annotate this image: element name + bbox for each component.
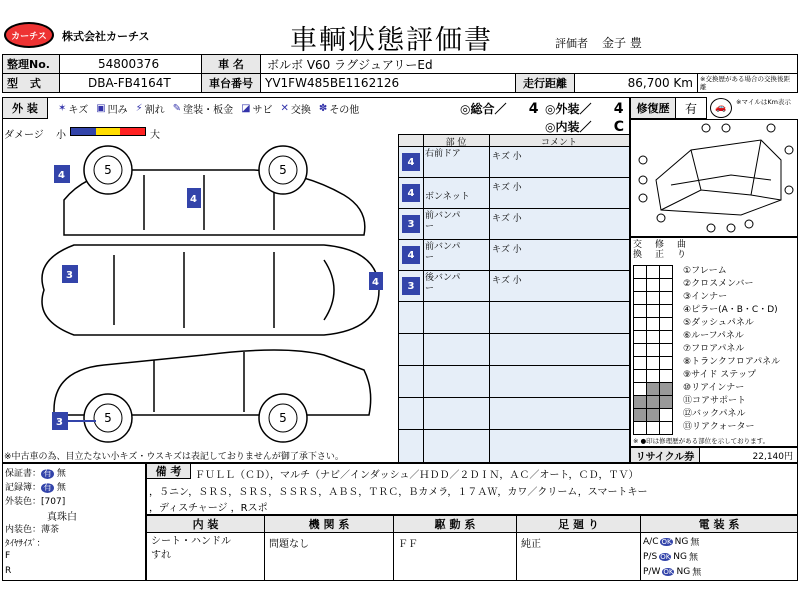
warranty-row: 保証書： 有 無: [5, 469, 66, 479]
chassis-value: YV1FW485BE1162126: [260, 73, 516, 93]
frame-grid-cell: [633, 278, 647, 292]
comment-table: [398, 134, 630, 463]
interior-header: 内 装: [146, 515, 265, 533]
frame-grid-cell: [659, 356, 673, 370]
table-header-part: 部 位: [445, 137, 467, 148]
frame-grid-cell: [633, 421, 647, 435]
row-1-part: 右前ドア: [425, 149, 461, 159]
remarks-label: 備 考: [147, 464, 191, 479]
row-3-part: 前バンパー: [425, 211, 461, 232]
legend-scratch: キズ: [68, 105, 89, 116]
frame-grid-cell: [633, 317, 647, 331]
suspension-value: 純正: [516, 532, 641, 581]
frame-grid-cell: [633, 356, 647, 370]
frame-item: ⑤ダッシュパネル: [683, 318, 754, 328]
frame-item: ⑩リアインナー: [683, 383, 745, 393]
car-name-value: ボルボ V60 ラグジュアリーEd: [260, 54, 798, 74]
row-2-comment: キズ 小: [492, 183, 522, 193]
repair-mile-note: ※マイルはKm表示: [736, 98, 791, 106]
row-4-comment: キズ 小: [492, 245, 522, 255]
exterior-label: 外 装: [2, 97, 48, 119]
tire-front: F: [5, 551, 11, 561]
frame-item: ①フレーム: [683, 266, 727, 276]
frame-item: ⑪コアサポート: [683, 396, 747, 406]
frame-grid-cell: [633, 265, 647, 279]
recycle-value: 22,140円: [699, 447, 798, 463]
wheel-label-1: 5: [104, 163, 112, 177]
legend-paint: 塗装・板金: [183, 105, 234, 116]
frame-grid-cell: [646, 421, 660, 435]
tire-rear: R: [5, 566, 12, 576]
remarks-line-1: ＦＵＬＬ（ＣＤ），マルチ（ナビ／インダッシュ／ＨＤＤ／２ＤＩＮ，ＡＣ／オート，ＣＤ，ＴＶ）: [195, 470, 639, 481]
remarks-box: [146, 463, 798, 515]
row-5-part: 後バンパー: [425, 273, 461, 294]
mileage-note: ※交換歴がある場合の交換後距離: [697, 73, 798, 93]
frame-grid: [633, 265, 684, 434]
ps-row: P/S OK NG 無: [643, 551, 699, 563]
row-5-mark: 3: [402, 277, 420, 295]
table-header-comment: コメント: [540, 137, 577, 148]
frame-note: ※ ●印は修理歴がある部位を示しております。: [633, 437, 770, 445]
reg-no-label: 整理No.: [2, 54, 60, 74]
ac-row: A/C OK NG 無: [643, 536, 700, 548]
tire-size-label: ﾀｲﾔｻｲｽﾞ：: [5, 539, 46, 549]
frame-grid-cell: [659, 278, 673, 292]
car-name-label: 車 名: [201, 54, 261, 74]
frame-grid-cell: [633, 408, 647, 422]
legend-dent: 凹み: [107, 105, 128, 116]
dent-icon: ▣: [96, 103, 106, 114]
drive-header: 駆 動 系: [393, 515, 517, 533]
wheel-label-2: 5: [279, 163, 287, 177]
legend-crack: 割れ: [144, 105, 165, 116]
damage-mark-label-5: 3: [56, 417, 63, 428]
electrical-value: [640, 532, 798, 581]
frame-item: ⑦フロアパネル: [683, 344, 745, 354]
frame-grid-cell: [633, 291, 647, 305]
row-1-comment: キズ 小: [492, 152, 522, 162]
damage-large-label: 大: [150, 130, 160, 141]
interior-value: シート・ハンドル すれ: [146, 532, 265, 581]
frame-grid-cell: [646, 265, 660, 279]
legend-rust: サビ: [252, 105, 273, 116]
drive-value: ＦＦ: [393, 532, 517, 581]
damage-mark-label-1: 4: [58, 170, 65, 181]
mileage-label: 走行距離: [515, 73, 575, 93]
type-value: DBA-FB4164T: [59, 73, 202, 93]
row-4-part: 前バンパー: [425, 242, 461, 263]
row-3-mark: 3: [402, 215, 420, 233]
exterior-note: ※中古車の為、目立たない小キズ・ウスキズは表記しておりませんが御了承下さい。: [4, 452, 344, 462]
frame-grid-cell: [659, 304, 673, 318]
frame-grid-cell: [633, 343, 647, 357]
car-plan: [42, 245, 379, 335]
frame-grid-cell: [646, 291, 660, 305]
wheel-label-4: 5: [279, 411, 287, 425]
frame-diagram-box: [630, 119, 798, 237]
color-row: 外装色：[707]: [5, 497, 66, 507]
reg-no-value: 54800376: [59, 54, 202, 74]
frame-grid-cell: [659, 421, 673, 435]
frame-grid-cell: [659, 369, 673, 383]
company-name: 株式会社カーチス: [62, 30, 150, 43]
frame-grid-cell: [633, 304, 647, 318]
car-check-icon: 🚗: [710, 98, 732, 118]
repair-value: 有: [675, 97, 707, 119]
repair-label: 修復歴: [630, 97, 676, 119]
remarks-line-3: ，ディスチャージ ，Rスポ: [149, 503, 268, 514]
frame-grid-cell: [633, 395, 647, 409]
frame-grid-cell: [659, 265, 673, 279]
frame-grid-cell: [659, 343, 673, 357]
row-2-mark: 4: [402, 184, 420, 202]
int-rating: ◎内装／ C: [545, 119, 624, 135]
frame-grid-cell: [659, 330, 673, 344]
legend-other: その他: [329, 105, 360, 116]
frame-item: ④ピラー(A・B・C・D): [683, 305, 778, 315]
crack-icon: ⚡: [135, 103, 143, 114]
damage-scale-bar: [70, 127, 146, 136]
frame-grid-cell: [646, 382, 660, 396]
frame-item: ⑬リアクォーター: [683, 422, 755, 432]
damage-mark-label-3: 3: [66, 270, 73, 281]
frame-item: ⑨サイド ステップ: [683, 370, 757, 380]
frame-grid-cell: [633, 369, 647, 383]
car-diagram: [24, 140, 396, 450]
record-row: 記録簿： 有 無: [5, 483, 66, 493]
legend-replace: 交換: [290, 105, 311, 116]
row-1-mark: 4: [402, 153, 420, 171]
rust-icon: ◪: [241, 103, 251, 114]
frame-check-table: [630, 237, 798, 447]
engine-header: 機 関 系: [264, 515, 394, 533]
frame-grid-cell: [646, 356, 660, 370]
damage-mark-label-2: 4: [190, 194, 197, 205]
pw-row: P/W OK NG 無: [643, 566, 702, 578]
frame-grid-cell: [633, 330, 647, 344]
other-icon: ✽: [318, 103, 328, 114]
frame-grid-cell: [646, 330, 660, 344]
recycle-label: リサイクル券: [630, 447, 700, 463]
row-2-part: ボンネット: [425, 192, 470, 202]
damage-legend: [58, 101, 359, 116]
docs-box: [2, 463, 146, 581]
frame-grid-cell: [659, 291, 673, 305]
frame-grid-cell: [646, 408, 660, 422]
row-5-comment: キズ 小: [492, 276, 522, 286]
damage-scale-label: ダメージ: [4, 130, 44, 141]
frame-item-list: [683, 265, 780, 434]
interior-color: 内装色：薄茶: [5, 525, 60, 535]
company-logo: カーチス: [4, 22, 54, 48]
frame-grid-cell: [646, 369, 660, 383]
frame-grid-cell: [659, 408, 673, 422]
frame-item: ③インナー: [683, 292, 728, 302]
engine-value: 問題なし: [264, 532, 394, 581]
frame-item: ⑫バックパネル: [683, 409, 746, 419]
frame-grid-cell: [646, 278, 660, 292]
scratch-icon: ✶: [58, 103, 67, 114]
replace-icon: ✕: [280, 103, 289, 114]
overall-rating: ◎総合／ 4: [460, 101, 539, 117]
frame-item: ⑧トランクフロアパネル: [683, 357, 781, 367]
frame-diagram: [631, 120, 797, 236]
evaluator-label: 評価者: [555, 37, 588, 50]
chassis-label: 車台番号: [201, 73, 261, 93]
frame-grid-cell: [633, 382, 647, 396]
frame-grid-cell: [659, 395, 673, 409]
frame-grid-cell: [646, 317, 660, 331]
evaluator-name: 金子 豊: [602, 36, 642, 50]
mileage-value: 86,700 Km: [574, 73, 698, 93]
frame-grid-cell: [659, 382, 673, 396]
row-4-mark: 4: [402, 246, 420, 264]
frame-col-headers: 交換 修正 曲り: [633, 240, 687, 260]
color-name: 真珠白: [47, 512, 77, 523]
frame-grid-cell: [659, 317, 673, 331]
frame-grid-cell: [646, 395, 660, 409]
frame-item: ⑥ルーフパネル: [683, 331, 744, 341]
wheel-label-3: 5: [104, 411, 112, 425]
ext-rating: ◎外装／ 4: [545, 101, 624, 117]
paint-icon: ✎: [172, 103, 182, 114]
type-label: 型 式: [2, 73, 60, 93]
frame-grid-cell: [646, 343, 660, 357]
electrical-header: 電 装 系: [640, 515, 798, 533]
row-3-comment: キズ 小: [492, 214, 522, 224]
damage-mark-label-4: 4: [372, 277, 379, 288]
remarks-line-2: ，５ニン，ＳＲＳ，ＳＲＳ，ＳＳＲＳ，ＡＢＳ，ＴＲＣ，Ｂカメラ，１７ＡＷ，カワ／クリーム，スマートキー: [149, 487, 648, 498]
page-title: 車輌状態評価書: [290, 25, 493, 56]
damage-small-label: 小: [56, 130, 66, 141]
suspension-header: 足 廻 り: [516, 515, 641, 533]
frame-grid-cell: [646, 304, 660, 318]
frame-item: ②クロスメンバー: [683, 279, 754, 289]
